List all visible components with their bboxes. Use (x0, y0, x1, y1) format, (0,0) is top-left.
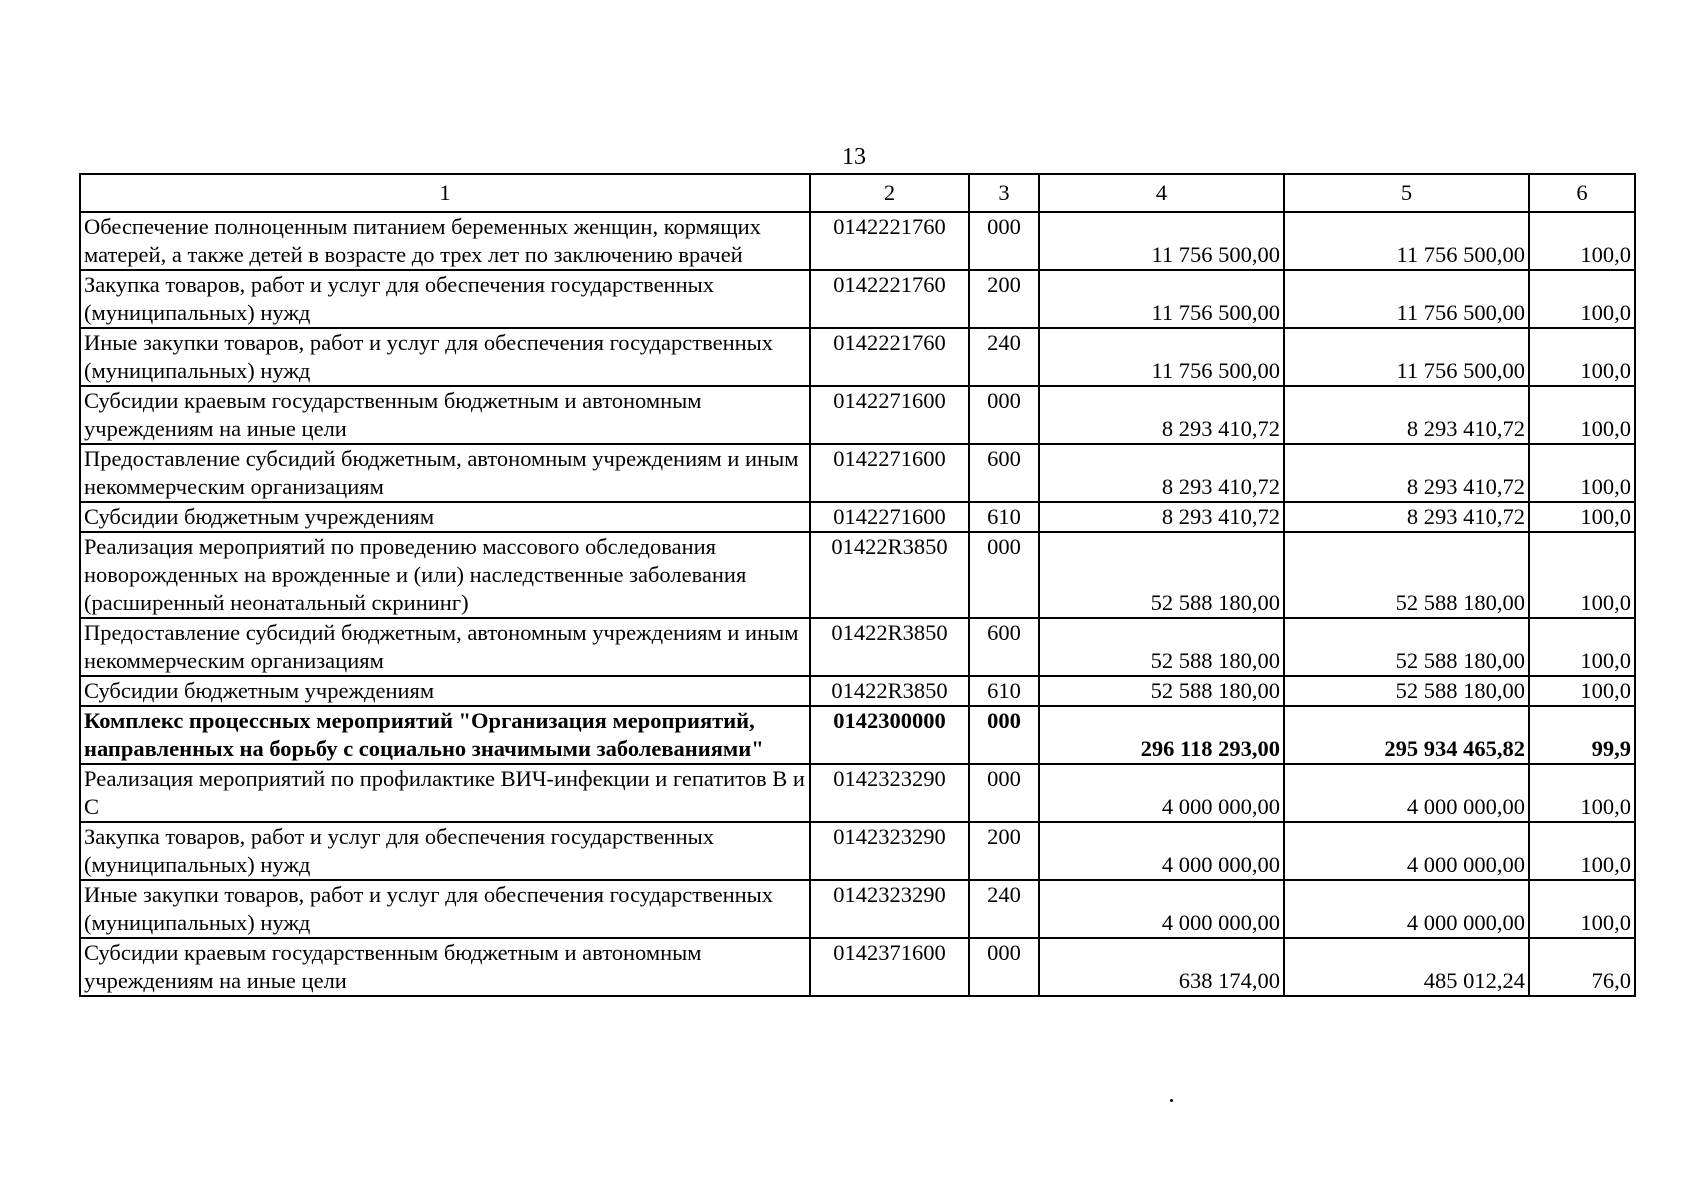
row-name-cell: Предоставление субсидий бюджетным, автономным учреждениям и иным некоммерческим организациям (80, 618, 810, 676)
row-percent-cell: 100,0 (1529, 676, 1635, 706)
row-plan-cell: 52 588 180,00 (1039, 676, 1284, 706)
row-name-cell: Комплекс процессных мероприятий "Организация мероприятий, направленных на борьбу с социально значимыми заболеваниями" (80, 706, 810, 764)
budget-table (79, 173, 1636, 997)
row-code-cell: 0142323290 (810, 880, 969, 938)
table-row (80, 532, 1635, 618)
table-row (80, 676, 1635, 706)
column-header: 6 (1529, 174, 1635, 212)
row-plan-cell: 8 293 410,72 (1039, 502, 1284, 532)
row-code-cell: 0142271600 (810, 502, 969, 532)
row-fact-cell: 8 293 410,72 (1284, 386, 1529, 444)
row-percent-cell: 99,9 (1529, 706, 1635, 764)
row-fact-cell: 8 293 410,72 (1284, 444, 1529, 502)
row-code-cell: 01422R3850 (810, 618, 969, 676)
table-row (80, 444, 1635, 502)
row-type-cell: 200 (969, 270, 1039, 328)
row-name-cell: Закупка товаров, работ и услуг для обеспечения государственных (муниципальных) нужд (80, 270, 810, 328)
row-code-cell: 0142271600 (810, 444, 969, 502)
table-header-row (80, 174, 1635, 212)
row-fact-cell: 52 588 180,00 (1284, 532, 1529, 618)
row-percent-cell: 100,0 (1529, 386, 1635, 444)
row-name-cell: Закупка товаров, работ и услуг для обеспечения государственных (муниципальных) нужд (80, 822, 810, 880)
table-row (80, 938, 1635, 996)
row-type-cell: 240 (969, 880, 1039, 938)
column-header: 5 (1284, 174, 1529, 212)
row-code-cell: 0142323290 (810, 764, 969, 822)
row-plan-cell: 4 000 000,00 (1039, 880, 1284, 938)
row-percent-cell: 76,0 (1529, 938, 1635, 996)
row-code-cell: 0142323290 (810, 822, 969, 880)
row-name-cell: Реализация мероприятий по профилактике ВИЧ-инфекции и гепатитов В и С (80, 764, 810, 822)
column-header: 4 (1039, 174, 1284, 212)
row-name-cell: Субсидии краевым государственным бюджетным и автономным учреждениям на иные цели (80, 938, 810, 996)
column-header: 3 (969, 174, 1039, 212)
row-percent-cell: 100,0 (1529, 212, 1635, 270)
row-name-cell: Предоставление субсидий бюджетным, автономным учреждениям и иным некоммерческим организациям (80, 444, 810, 502)
row-fact-cell: 11 756 500,00 (1284, 212, 1529, 270)
row-plan-cell: 638 174,00 (1039, 938, 1284, 996)
row-type-cell: 000 (969, 532, 1039, 618)
table-row (80, 212, 1635, 270)
table-row (80, 328, 1635, 386)
table-row (80, 764, 1635, 822)
table-row (80, 880, 1635, 938)
row-name-cell: Реализация мероприятий по проведению массового обследования новорожденных на врожденные и (или) наследственные заболевания (расширенный неонатальный скрининг) (80, 532, 810, 618)
row-plan-cell: 8 293 410,72 (1039, 386, 1284, 444)
row-type-cell: 610 (969, 676, 1039, 706)
row-percent-cell: 100,0 (1529, 328, 1635, 386)
row-plan-cell: 11 756 500,00 (1039, 212, 1284, 270)
row-fact-cell: 295 934 465,82 (1284, 706, 1529, 764)
row-fact-cell: 11 756 500,00 (1284, 328, 1529, 386)
row-code-cell: 0142221760 (810, 270, 969, 328)
table-row (80, 502, 1635, 532)
row-name-cell: Субсидии краевым государственным бюджетным и автономным учреждениям на иные цели (80, 386, 810, 444)
row-code-cell: 01422R3850 (810, 532, 969, 618)
table-row (80, 386, 1635, 444)
row-percent-cell: 100,0 (1529, 444, 1635, 502)
table-row (80, 618, 1635, 676)
row-type-cell: 000 (969, 706, 1039, 764)
row-percent-cell: 100,0 (1529, 270, 1635, 328)
scan-speck (1170, 1099, 1173, 1102)
row-fact-cell: 4 000 000,00 (1284, 764, 1529, 822)
row-percent-cell: 100,0 (1529, 880, 1635, 938)
row-percent-cell: 100,0 (1529, 764, 1635, 822)
row-plan-cell: 296 118 293,00 (1039, 706, 1284, 764)
row-type-cell: 610 (969, 502, 1039, 532)
row-fact-cell: 8 293 410,72 (1284, 502, 1529, 532)
row-plan-cell: 52 588 180,00 (1039, 618, 1284, 676)
row-percent-cell: 100,0 (1529, 532, 1635, 618)
row-type-cell: 600 (969, 618, 1039, 676)
row-type-cell: 000 (969, 764, 1039, 822)
table-row (80, 822, 1635, 880)
row-code-cell: 0142371600 (810, 938, 969, 996)
row-plan-cell: 4 000 000,00 (1039, 822, 1284, 880)
table-row (80, 706, 1635, 764)
row-type-cell: 000 (969, 938, 1039, 996)
row-plan-cell: 4 000 000,00 (1039, 764, 1284, 822)
row-fact-cell: 4 000 000,00 (1284, 880, 1529, 938)
row-plan-cell: 8 293 410,72 (1039, 444, 1284, 502)
row-fact-cell: 485 012,24 (1284, 938, 1529, 996)
page-number: 13 (842, 144, 866, 170)
row-code-cell: 0142271600 (810, 386, 969, 444)
row-plan-cell: 11 756 500,00 (1039, 270, 1284, 328)
row-name-cell: Субсидии бюджетным учреждениям (80, 676, 810, 706)
row-fact-cell: 11 756 500,00 (1284, 270, 1529, 328)
row-type-cell: 200 (969, 822, 1039, 880)
row-code-cell: 0142221760 (810, 212, 969, 270)
row-fact-cell: 52 588 180,00 (1284, 676, 1529, 706)
row-name-cell: Обеспечение полноценным питанием беременных женщин, кормящих матерей, а также детей в возрасте до трех лет по заключению врачей (80, 212, 810, 270)
row-percent-cell: 100,0 (1529, 502, 1635, 532)
row-type-cell: 000 (969, 386, 1039, 444)
row-percent-cell: 100,0 (1529, 822, 1635, 880)
row-code-cell: 01422R3850 (810, 676, 969, 706)
row-code-cell: 0142300000 (810, 706, 969, 764)
column-header: 1 (80, 174, 810, 212)
row-name-cell: Иные закупки товаров, работ и услуг для обеспечения государственных (муниципальных) нужд (80, 328, 810, 386)
table-row (80, 270, 1635, 328)
row-type-cell: 600 (969, 444, 1039, 502)
row-type-cell: 000 (969, 212, 1039, 270)
row-fact-cell: 4 000 000,00 (1284, 822, 1529, 880)
row-fact-cell: 52 588 180,00 (1284, 618, 1529, 676)
row-plan-cell: 52 588 180,00 (1039, 532, 1284, 618)
row-name-cell: Субсидии бюджетным учреждениям (80, 502, 810, 532)
row-name-cell: Иные закупки товаров, работ и услуг для обеспечения государственных (муниципальных) нужд (80, 880, 810, 938)
row-code-cell: 0142221760 (810, 328, 969, 386)
row-plan-cell: 11 756 500,00 (1039, 328, 1284, 386)
column-header: 2 (810, 174, 969, 212)
row-type-cell: 240 (969, 328, 1039, 386)
row-percent-cell: 100,0 (1529, 618, 1635, 676)
